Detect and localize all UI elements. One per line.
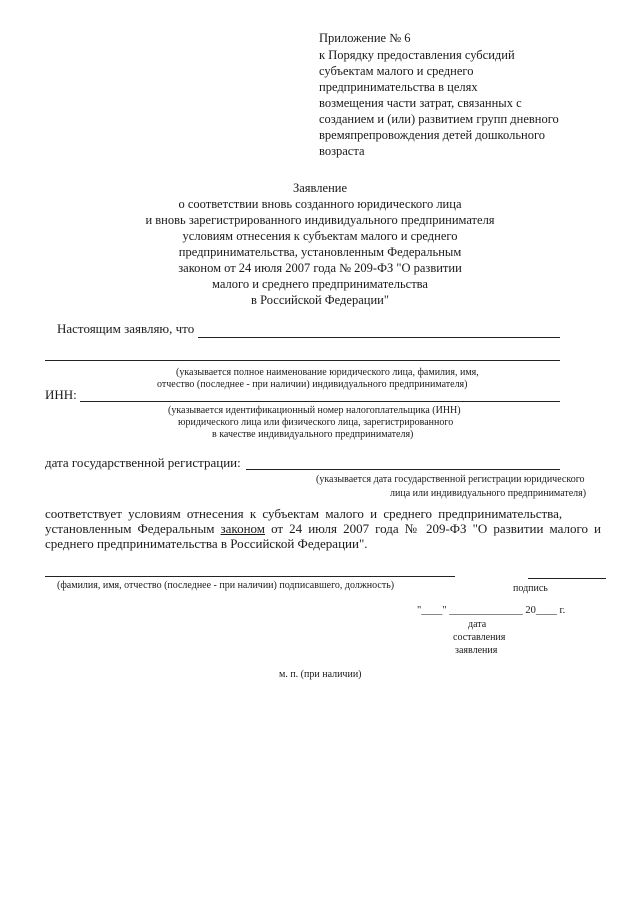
stamp-place: м. п. (при наличии) [279,669,362,680]
title-line: и вновь зарегистрированного индивидуального предпринимателя [145,213,495,227]
inn-hint: в качестве индивидуального предпринимателя) [212,429,414,440]
appendix-line: субъектам малого и среднего [319,64,474,78]
signature-field[interactable] [528,578,606,579]
inn-label: ИНН: [45,387,77,402]
statement-line-2-start: установленным Федеральным [45,521,215,536]
law-link[interactable]: законом [220,521,266,536]
registration-date-label: дата государственной регистрации: [45,455,241,470]
appendix-line: возраста [319,144,365,158]
entity-name-hint: (указывается полное наименование юридического лица, фамилия, имя, [176,367,479,378]
signer-hint: (фамилия, имя, отчество (последнее - при наличии) подписавшего, должность) [57,580,395,591]
statement-paragraph [45,506,601,551]
registration-date-hint: лица или индивидуального предпринимателя) [390,488,587,499]
title-heading: Заявление [292,181,347,195]
inn-hint: юридического лица или физического лица, зарегистрированного [178,417,454,428]
inn-field[interactable] [80,401,560,402]
appendix-line: созданием и (или) развитием групп дневного [319,112,559,126]
statement-line-3: среднего предпринимательства в Российской Федерации". [45,536,368,551]
date-field[interactable]: "____" ______________ 20____ г. [417,605,566,616]
title-line: о соответствии вновь созданного юридического лица [178,197,462,211]
title-line: законом от 24 июля 2007 года № 209-ФЗ "О развитии [178,261,462,275]
registration-date-field[interactable] [246,469,560,470]
date-hint: заявления [455,645,498,656]
registration-date-hint: (указывается дата государственной регистрации юридического [316,474,585,485]
signature-hint: подпись [513,583,548,594]
declaration-label: Настоящим заявляю, что [57,321,195,336]
entity-name-field-2[interactable] [45,360,560,361]
signer-field[interactable] [45,576,455,577]
appendix-line: Приложение № 6 [319,31,411,45]
entity-name-field[interactable] [198,337,560,338]
inn-hint: (указывается идентификационный номер налогоплательщика (ИНН) [168,405,461,416]
appendix-line: времяпрепровождения детей дошкольного [319,128,546,142]
entity-name-hint: отчество (последнее - при наличии) индивидуального предпринимателя) [157,379,468,390]
date-hint: составления [453,632,506,643]
title-line: предпринимательства, установленным Федеральным [178,245,462,259]
appendix-line: предпринимательства в целях [319,80,478,94]
statement-line-1: соответствует условиям отнесения к субъектам малого и среднего предпринимательства, [45,506,563,521]
appendix-line: возмещения части затрат, связанных с [319,96,522,110]
appendix-line: к Порядку предоставления субсидий [319,48,515,62]
title-line: малого и среднего предпринимательства [212,277,428,291]
statement-line-2 [45,521,601,536]
date-hint: дата [468,619,487,630]
title-line: условиям отнесения к субъектам малого и среднего [182,229,458,243]
statement-line-2-end: от 24 июля 2007 года № 209-ФЗ "О развитии малого и [271,521,602,536]
title-line: в Российской Федерации" [251,293,389,307]
